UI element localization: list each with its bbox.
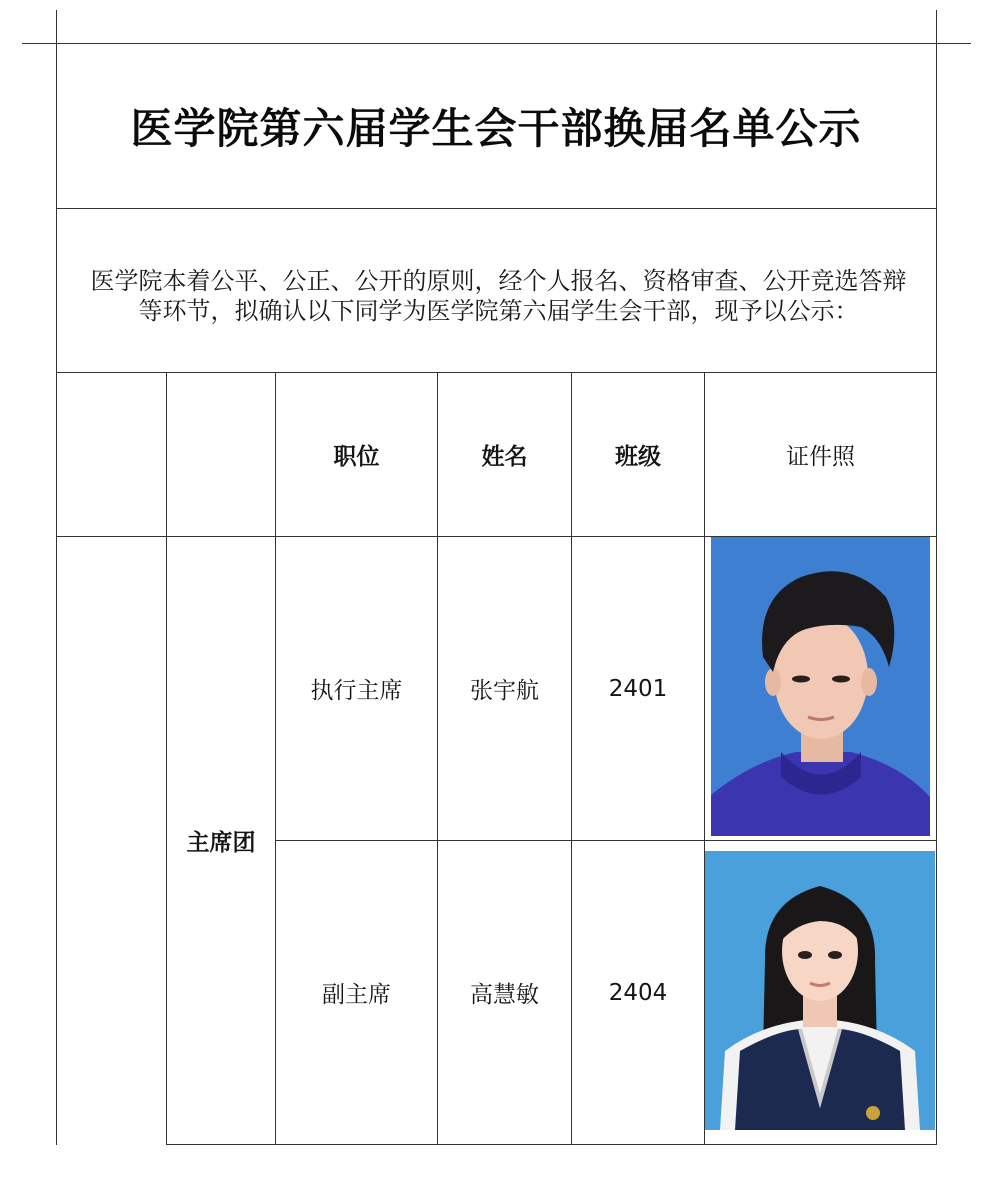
page-title: 医学院第六届学生会干部换届名单公示 bbox=[130, 104, 862, 153]
row2-name: 高慧敏 bbox=[470, 982, 539, 1008]
header-photo: 证件照 bbox=[786, 444, 855, 470]
group-label: 主席团 bbox=[186, 830, 256, 856]
row2-position: 副主席 bbox=[322, 982, 391, 1008]
row1-class: 2401 bbox=[608, 675, 668, 702]
intro-paragraph: 医学院本着公平、公正、公开的原则，经个人报名、资格审查、公开竞选答辩等环节，拟确认以下同学为医学院第六届学生会干部，现予以公示： bbox=[90, 267, 907, 325]
header-class: 班级 bbox=[615, 444, 661, 470]
right-border bbox=[936, 10, 937, 1145]
header-position: 职位 bbox=[333, 444, 380, 470]
portrait-photo-male bbox=[711, 537, 930, 836]
row1-name: 张宇航 bbox=[470, 678, 539, 704]
header-name: 姓名 bbox=[481, 444, 528, 470]
row1-position: 执行主席 bbox=[310, 678, 403, 704]
portrait-photo-female bbox=[705, 851, 935, 1130]
table-bottom-rule bbox=[166, 1144, 937, 1145]
row2-class: 2404 bbox=[608, 979, 668, 1006]
